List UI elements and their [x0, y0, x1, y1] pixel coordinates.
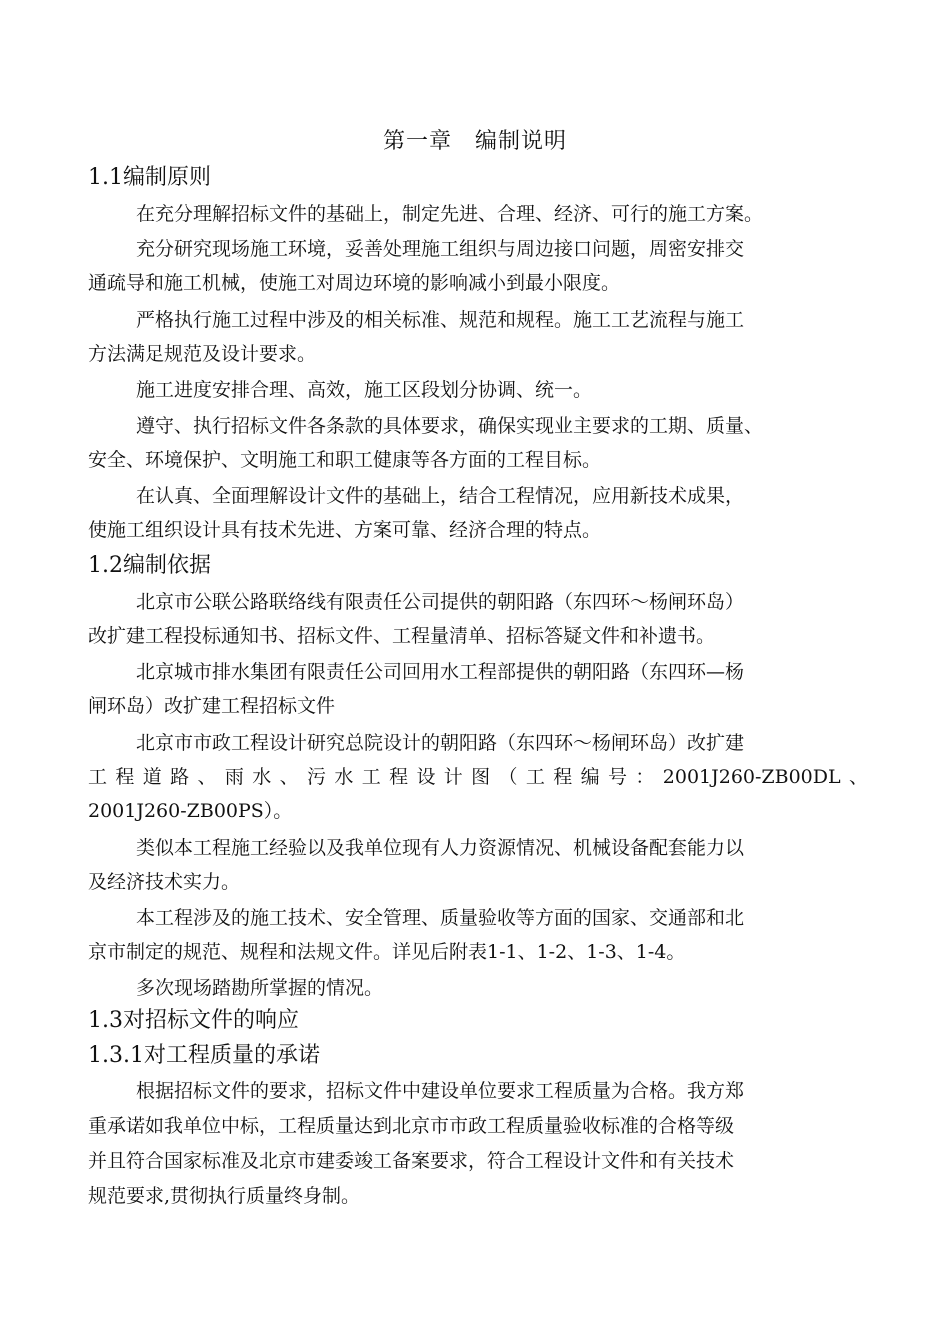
paragraph-line: 在充分理解招标文件的基础上，制定先进、合理、经济、可行的施工方案。 — [136, 203, 764, 225]
paragraph-line: 通疏导和施工机械，使施工对周边环境的影响减小到最小限度。 — [88, 272, 621, 294]
paragraph-line: 北京市公联公路联络线有限责任公司提供的朝阳路（东四环～杨闸环岛） — [136, 591, 745, 613]
paragraph-line: 使施工组织设计具有技术先进、方案可靠、经济合理的特点。 — [88, 519, 602, 541]
section-heading-1-2: 1.2编制依据 — [88, 553, 211, 578]
paragraph-line: 方法满足规范及设计要求。 — [88, 343, 317, 365]
paragraph-line: 北京城市排水集团有限责任公司回用水工程部提供的朝阳路（东四环—杨 — [136, 661, 745, 683]
paragraph-line: 并且符合国家标准及北京市建委竣工备案要求，符合工程设计文件和有关技术 — [88, 1150, 735, 1172]
paragraph-line: 2001J260-ZB00PS）。 — [88, 800, 293, 822]
paragraph-line: 改扩建工程投标通知书、招标文件、工程量清单、招标答疑文件和补遗书。 — [88, 625, 716, 647]
section-heading-1-1: 1.1编制原则 — [88, 165, 211, 190]
section-heading-1-3: 1.3对招标文件的响应 — [88, 1008, 299, 1033]
paragraph-line: 闸环岛）改扩建工程招标文件 — [88, 695, 336, 717]
paragraph-line: 北京市市政工程设计研究总院设计的朝阳路（东四环～杨闸环岛）改扩建 — [136, 732, 745, 754]
paragraph-line: 及经济技术实力。 — [88, 871, 241, 893]
paragraph-line: 京市制定的规范、规程和法规文件。详见后附表1-1、1-2、1-3、1-4。 — [88, 941, 686, 963]
section-heading-1-3-1: 1.3.1对工程质量的承诺 — [88, 1043, 320, 1068]
paragraph-line: 类似本工程施工经验以及我单位现有人力资源情况、机械设备配套能力以 — [136, 837, 745, 859]
paragraph-line: 在认真、全面理解设计文件的基础上，结合工程情况，应用新技术成果， — [136, 485, 745, 507]
paragraph-line: 严格执行施工过程中涉及的相关标准、规范和规程。施工工艺流程与施工 — [136, 309, 745, 331]
paragraph-line: 根据招标文件的要求，招标文件中建设单位要求工程质量为合格。我方郑 — [136, 1080, 745, 1102]
paragraph-line: 多次现场踏勘所掌握的情况。 — [136, 977, 384, 999]
paragraph-line: 充分研究现场施工环境，妥善处理施工组织与周边接口问题，周密安排交 — [136, 238, 745, 260]
paragraph-line: 规范要求,贯彻执行质量终身制。 — [88, 1185, 361, 1207]
paragraph-line: 遵守、执行招标文件各条款的具体要求，确保实现业主要求的工期、质量、 — [136, 415, 764, 437]
paragraph-line: 施工进度安排合理、高效，施工区段划分协调、统一。 — [136, 379, 593, 401]
paragraph-line: 工程道路、雨水、污水工程设计图（工程编号：2001J260-ZB00DL、 — [88, 766, 868, 788]
paragraph-line: 本工程涉及的施工技术、安全管理、质量验收等方面的国家、交通部和北 — [136, 907, 745, 929]
paragraph-line: 安全、环境保护、文明施工和职工健康等各方面的工程目标。 — [88, 449, 602, 471]
chapter-title: 第一章 编制说明 — [382, 129, 567, 154]
paragraph-line: 重承诺如我单位中标，工程质量达到北京市市政工程质量验收标准的合格等级 — [88, 1115, 735, 1137]
